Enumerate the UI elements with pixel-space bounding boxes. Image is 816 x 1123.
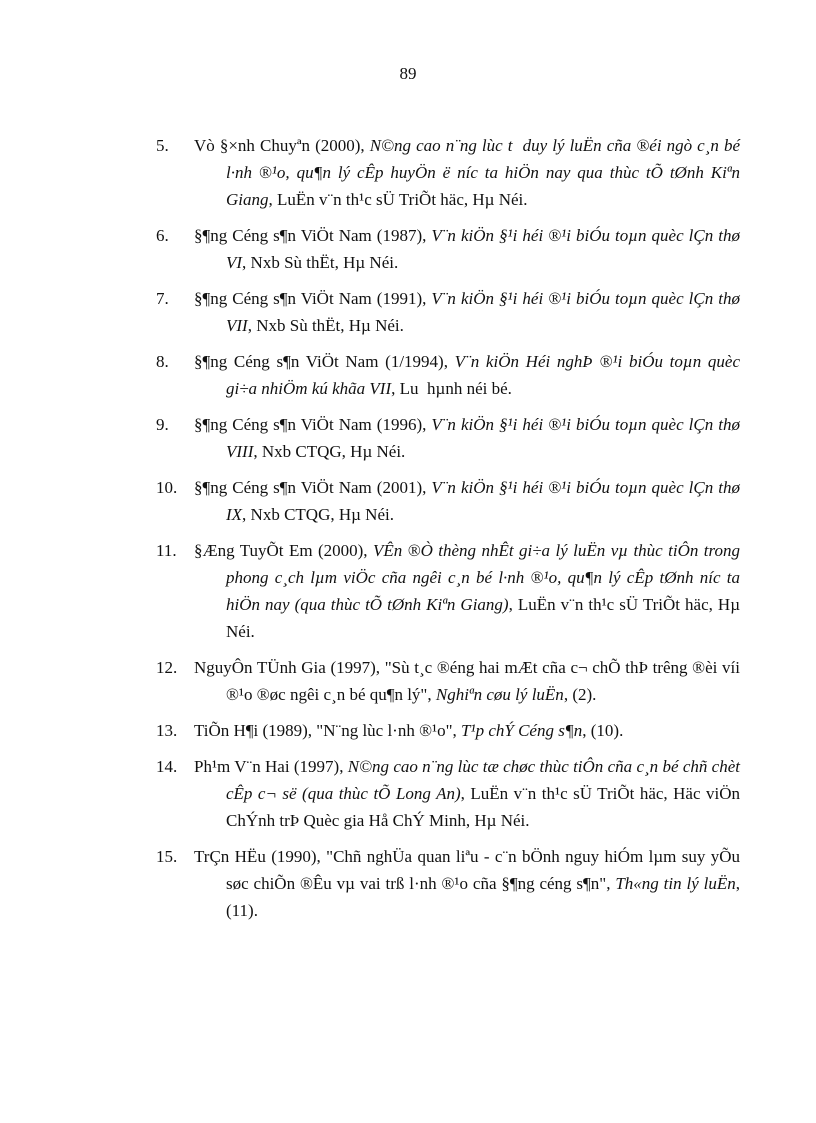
reference-author: §¶ng Céng s¶n ViÖt Nam (1996), bbox=[194, 415, 432, 434]
reference-number: 9. bbox=[156, 415, 169, 434]
reference-author: Ph¹m V¨n Hai (1997), bbox=[194, 757, 348, 776]
reference-item bbox=[156, 348, 740, 402]
reference-publisher: , (11). bbox=[226, 874, 740, 920]
reference-title: N©ng cao n¨ng lùc tæ chøc thùc tiÔn cña c¸n bé chñ chèt cÊp c¬ së (qua thùc tÕ Long An) bbox=[226, 757, 740, 803]
reference-item bbox=[156, 537, 740, 645]
reference-author: §Æng TuyÕt Em (2000), bbox=[194, 541, 373, 560]
reference-publisher: , Lu hµnh néi bé. bbox=[391, 379, 512, 398]
reference-list bbox=[156, 132, 740, 933]
reference-title: V¨n kiÖn §¹i héi ®¹i biÓu toµn quèc lÇn thø VI bbox=[226, 226, 740, 272]
reference-author: TiÕn H¶i (1989), "N¨ng lùc l·nh ®¹o", bbox=[194, 721, 462, 740]
reference-author: §¶ng Céng s¶n ViÖt Nam (2001), bbox=[194, 478, 432, 497]
reference-author: §¶ng Céng s¶n ViÖt Nam (1987), bbox=[194, 226, 432, 245]
reference-number: 15. bbox=[156, 847, 178, 866]
reference-title: V¨n kiÖn §¹i héi ®¹i biÓu toµn quèc lÇn thø VII bbox=[226, 289, 740, 335]
reference-title: VÊn ®Ò thèng nhÊt gi÷a lý luËn vµ thùc tiÔn trong phong c¸ch lµm viÖc cña ngêi c¸n bé l·nh ®¹o, qu¶n lý cÊp tØnh níc ta hiÖn nay (qua thùc tÕ tØnh Kiªn Giang) bbox=[226, 541, 740, 614]
reference-publisher: , Nxb Sù thËt, Hµ Néi. bbox=[242, 253, 399, 272]
reference-publisher: , Nxb CTQG, Hµ Néi. bbox=[253, 442, 406, 461]
reference-title: V¨n kiÖn Héi nghÞ ®¹i biÓu toµn quèc gi÷a nhiÖm kú khãa VII bbox=[226, 352, 740, 398]
reference-number: 7. bbox=[156, 289, 169, 308]
page-number: 89 bbox=[399, 64, 417, 83]
reference-number: 14. bbox=[156, 757, 178, 776]
reference-title: N©ng cao n¨ng lùc t duy lý luËn cña ®éi ngò c¸n bé l·nh ®¹o, qu¶n lý cÊp huyÖn ë níc ta hiÖn nay qua thùc tÕ tØnh Kiªn Giang bbox=[226, 136, 741, 209]
reference-title: V¨n kiÖn §¹i héi ®¹i biÓu toµn quèc lÇn thø VIII bbox=[226, 415, 740, 461]
reference-item bbox=[156, 285, 740, 339]
reference-number: 12. bbox=[156, 658, 178, 677]
reference-publisher: , Nxb CTQG, Hµ Néi. bbox=[242, 505, 394, 524]
reference-title: Th«ng tin lý luËn bbox=[615, 874, 736, 893]
reference-author: TrÇn HËu (1990), "Chñ nghÜa quan liªu - c¨n bÖnh nguy hiÓm lµm suy yÕu søc chiÕn ®Êu vµ vai trß l·nh ®¹o cña §¶ng céng s¶n", bbox=[194, 847, 740, 893]
reference-number: 5. bbox=[156, 136, 169, 155]
reference-item bbox=[156, 843, 740, 924]
reference-item bbox=[156, 132, 740, 213]
reference-publisher: , Nxb Sù thËt, Hµ Néi. bbox=[247, 316, 404, 335]
reference-publisher: , (10). bbox=[582, 721, 624, 740]
reference-number: 13. bbox=[156, 721, 178, 740]
reference-number: 10. bbox=[156, 478, 178, 497]
reference-item bbox=[156, 411, 740, 465]
reference-title: Nghiªn cøu lý luËn bbox=[435, 685, 564, 704]
reference-title: V¨n kiÖn §¹i héi ®¹i biÓu toµn quèc lÇn thø IX bbox=[226, 478, 740, 524]
reference-item bbox=[156, 717, 740, 744]
reference-publisher: , LuËn v¨n th¹c sÜ TriÕt häc, Hµ Néi. bbox=[226, 595, 741, 641]
reference-number: 11. bbox=[156, 541, 177, 560]
reference-item bbox=[156, 222, 740, 276]
reference-author: §¶ng Céng s¶n ViÖt Nam (1991), bbox=[194, 289, 432, 308]
reference-number: 6. bbox=[156, 226, 169, 245]
reference-publisher: , (2). bbox=[563, 685, 597, 704]
reference-author: NguyÔn TÜnh Gia (1997), "Sù t¸c ®éng hai mÆt cña c¬ chÕ thÞ trêng ®èi víi ®¹o ®øc ngêi c¸n bé qu¶n lý", bbox=[194, 658, 740, 704]
reference-item bbox=[156, 753, 740, 834]
reference-author: Vò §×nh Chuyªn (2000), bbox=[194, 136, 370, 155]
reference-author: §¶ng Céng s¶n ViÖt Nam (1/1994), bbox=[194, 352, 455, 371]
reference-publisher: , LuËn v¨n th¹c sÜ TriÕt häc, Hµ Néi. bbox=[268, 190, 528, 209]
reference-item bbox=[156, 654, 740, 708]
reference-number: 8. bbox=[156, 352, 169, 371]
reference-publisher: , LuËn v¨n th¹c sÜ TriÕt häc, Häc viÖn ChÝnh trÞ Quèc gia Hå ChÝ Minh, Hµ Néi. bbox=[226, 784, 741, 830]
reference-title: T¹p chÝ Céng s¶n bbox=[461, 721, 583, 740]
reference-item bbox=[156, 474, 740, 528]
